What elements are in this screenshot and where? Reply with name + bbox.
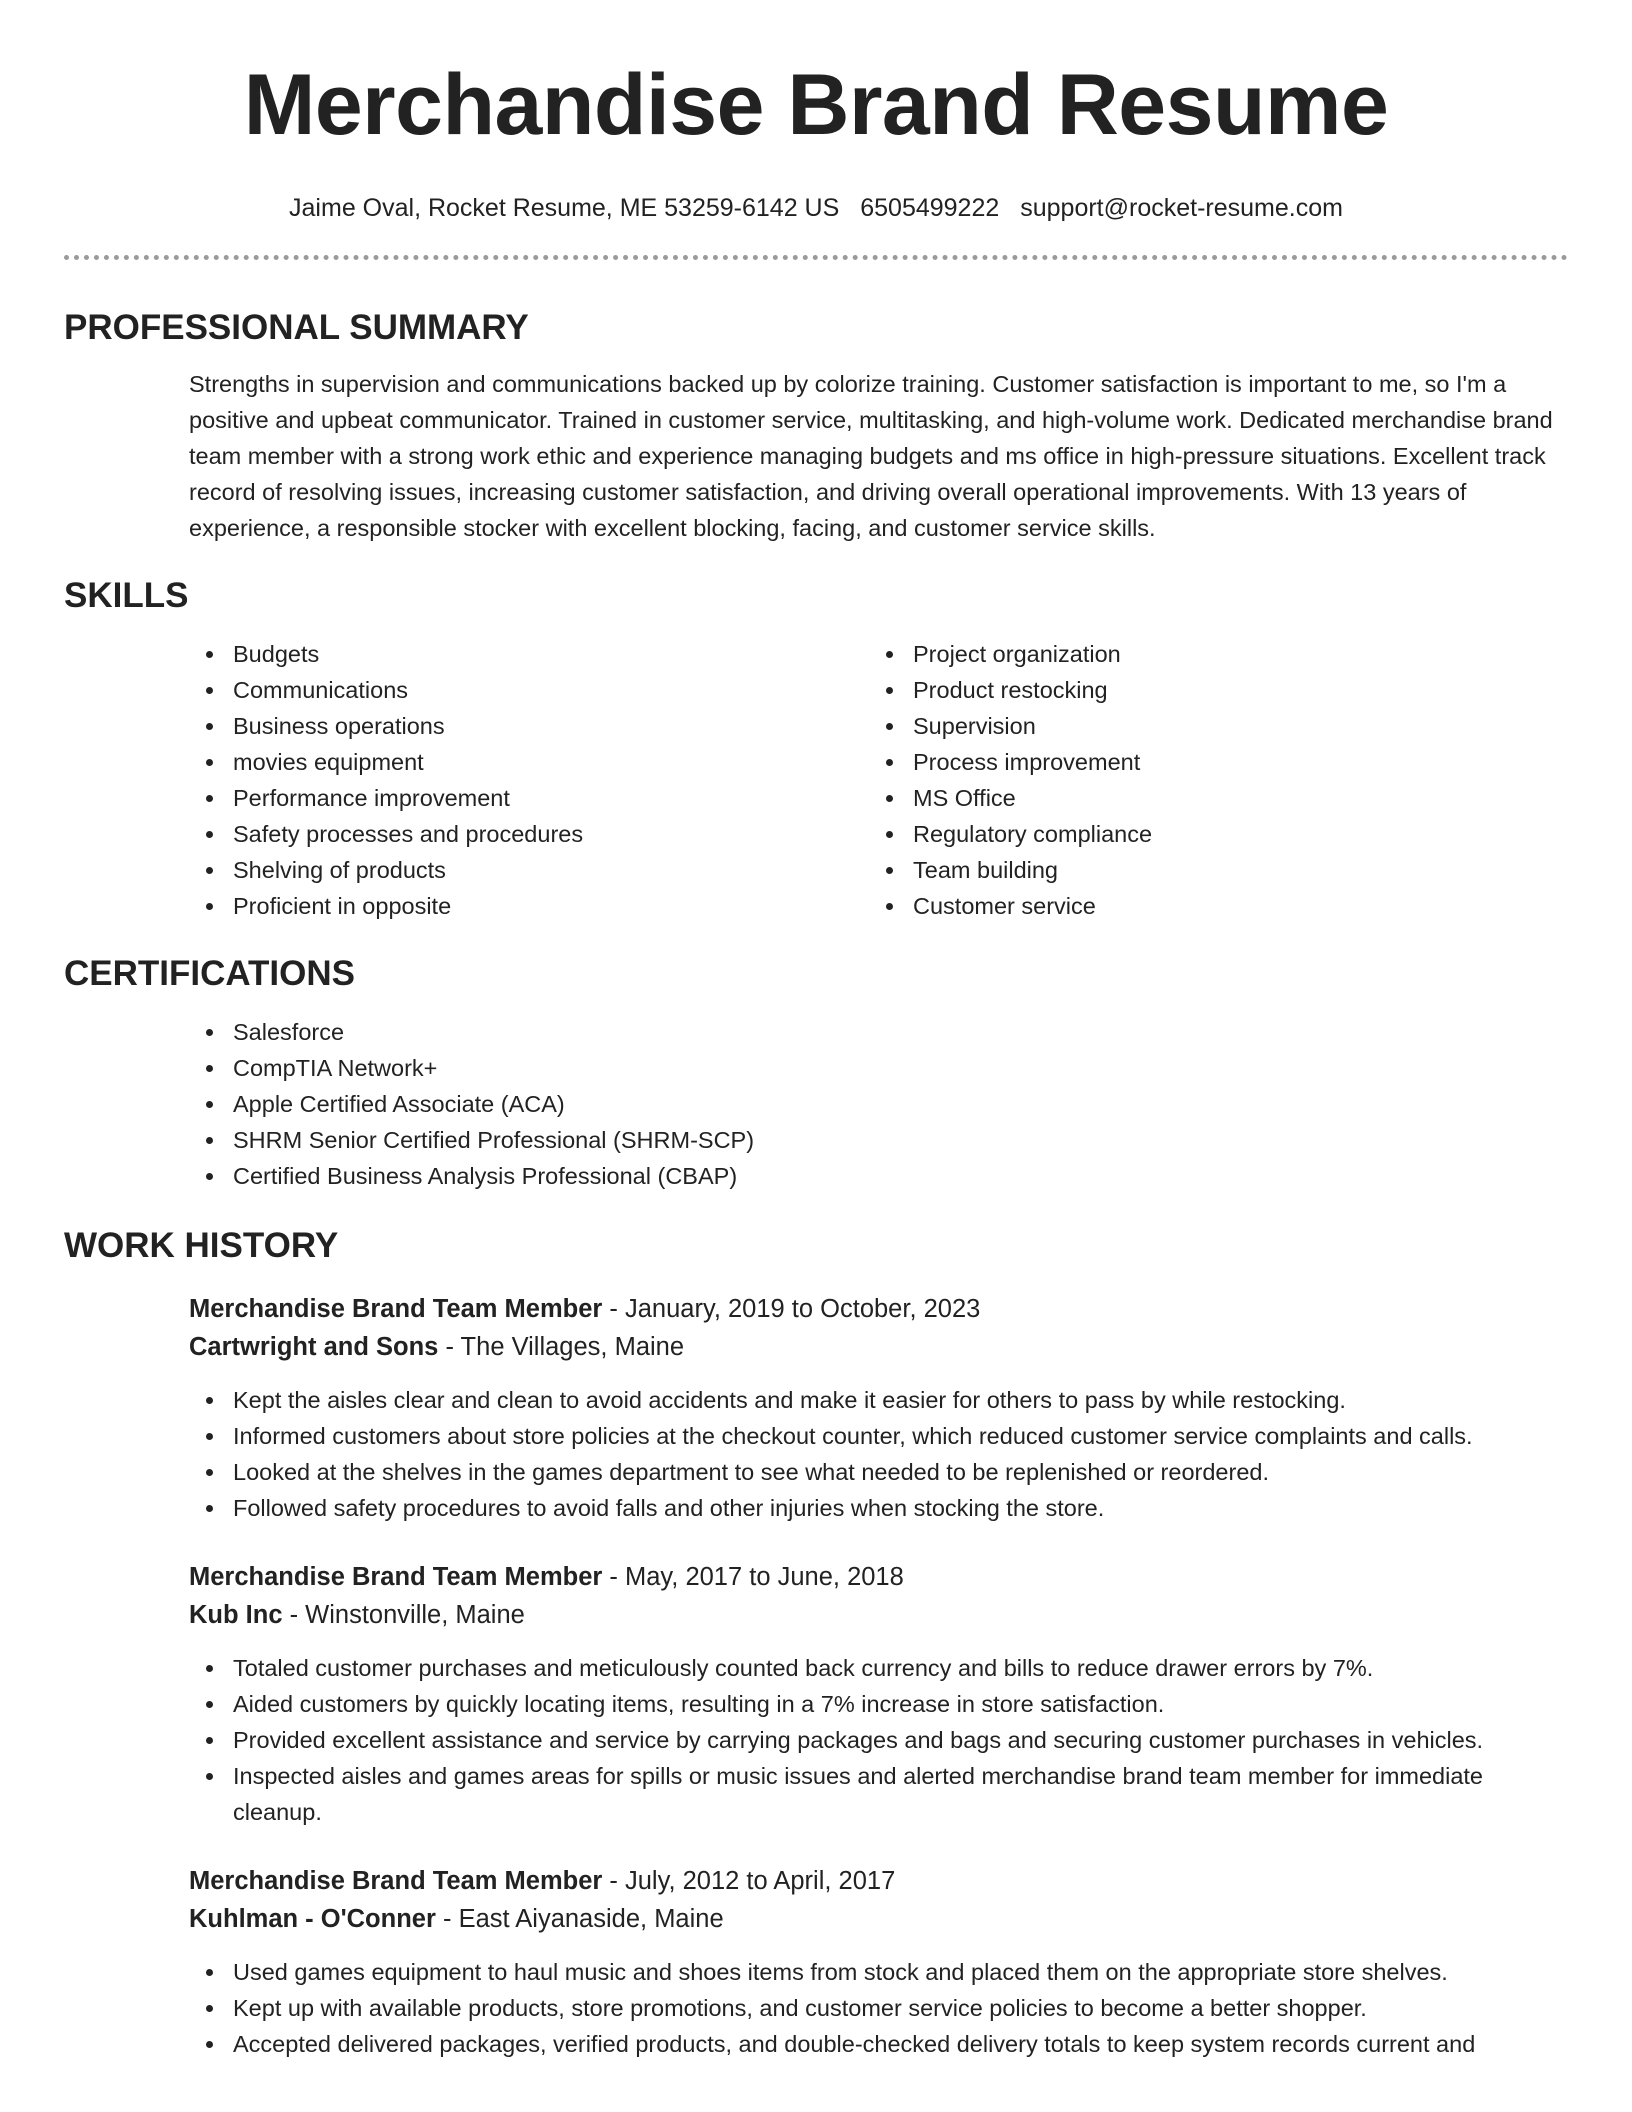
skill-item: MS Office (913, 780, 1549, 816)
header-divider (64, 255, 1568, 260)
skills-left-list (189, 636, 869, 924)
certifications-heading: CERTIFICATIONS (64, 954, 356, 993)
skills-columns (189, 636, 1568, 924)
job-dates: - May, 2017 to June, 2018 (602, 1563, 904, 1591)
job-dates: - January, 2019 to October, 2023 (602, 1295, 981, 1323)
skill-item: movies equipment (233, 744, 869, 780)
job-company: Kub Inc (189, 1601, 283, 1629)
contact-line (0, 193, 1632, 223)
job-entry (189, 1558, 1568, 1830)
job-company: Cartwright and Sons (189, 1333, 439, 1361)
job-title-line (189, 1862, 1568, 1900)
job-company-line (189, 1596, 1568, 1634)
job-dates: - July, 2012 to April, 2017 (602, 1867, 896, 1895)
job-entry (189, 1862, 1568, 2062)
skill-item: Business operations (233, 708, 869, 744)
certifications-list (189, 1014, 1568, 1194)
certifications-list-wrap (189, 1014, 1568, 1194)
job-title: Merchandise Brand Team Member (189, 1867, 603, 1895)
job-bullets (189, 1382, 1568, 1526)
skill-item: Budgets (233, 636, 869, 672)
job-company-line (189, 1900, 1568, 1938)
job-title: Merchandise Brand Team Member (189, 1295, 603, 1323)
certification-item: SHRM Senior Certified Professional (SHRM-SCP) (233, 1122, 1568, 1158)
job-title-line (189, 1290, 1568, 1328)
skill-item: Shelving of products (233, 852, 869, 888)
work-history-heading: WORK HISTORY (64, 1226, 339, 1265)
skill-item: Supervision (913, 708, 1549, 744)
job-title: Merchandise Brand Team Member (189, 1563, 603, 1591)
skills-right-list (869, 636, 1549, 924)
job-entry (189, 1290, 1568, 1526)
job-bullets (189, 1954, 1568, 2062)
contact-phone: 6505499222 (860, 194, 1000, 222)
skill-item: Safety processes and procedures (233, 816, 869, 852)
job-bullet: Looked at the shelves in the games department to see what needed to be replenished or reordered. (233, 1454, 1568, 1490)
job-location: - The Villages, Maine (438, 1333, 685, 1361)
skill-item: Performance improvement (233, 780, 869, 816)
skill-item: Process improvement (913, 744, 1549, 780)
job-bullets (189, 1650, 1568, 1830)
contact-email: support@rocket-resume.com (1020, 194, 1343, 222)
summary-heading: PROFESSIONAL SUMMARY (64, 308, 529, 347)
skill-item: Communications (233, 672, 869, 708)
skill-item: Regulatory compliance (913, 816, 1549, 852)
job-bullet: Kept the aisles clear and clean to avoid accidents and make it easier for others to pass by while restocking. (233, 1382, 1568, 1418)
job-bullet: Aided customers by quickly locating items, resulting in a 7% increase in store satisfaction. (233, 1686, 1568, 1722)
job-title-line (189, 1558, 1568, 1596)
skills-left-column (189, 636, 869, 924)
resume-title: Merchandise Brand Resume (243, 57, 1389, 153)
skill-item: Customer service (913, 888, 1549, 924)
job-location: - Winstonville, Maine (282, 1601, 525, 1629)
job-bullet: Informed customers about store policies at the checkout counter, which reduced customer service complaints and calls. (233, 1418, 1568, 1454)
job-bullet: Totaled customer purchases and meticulously counted back currency and bills to reduce drawer errors by 7%. (233, 1650, 1568, 1686)
job-company: Kuhlman - O'Conner (189, 1905, 436, 1933)
job-bullet: Provided excellent assistance and service by carrying packages and bags and securing customer purchases in vehicles. (233, 1722, 1568, 1758)
certification-item: Apple Certified Associate (ACA) (233, 1086, 1568, 1122)
skill-item: Project organization (913, 636, 1549, 672)
job-bullet: Used games equipment to haul music and shoes items from stock and placed them on the appropriate store shelves. (233, 1954, 1568, 1990)
contact-address: Jaime Oval, Rocket Resume, ME 53259-6142 US (289, 194, 840, 222)
job-location: - East Aiyanaside, Maine (435, 1905, 724, 1933)
skills-right-column (869, 636, 1549, 924)
job-company-line (189, 1328, 1568, 1366)
summary-text: Strengths in supervision and communications backed up by colorize training. Customer satisfaction is important to me, so I'm a positive and upbeat communicator. Trained in customer service, multitasking, and high-volume work. Dedicated merchandise brand team member with a strong work ethic and experience managing budgets and ms office in high-pressure situations. Excellent track record of resolving issues, increasing customer satisfaction, and driving overall operational improvements. With 13 years of experience, a responsible stocker with excellent blocking, facing, and customer service skills. (189, 371, 1553, 541)
job-bullet: Accepted delivered packages, verified products, and double-checked delivery totals to keep system records current and (233, 2026, 1568, 2062)
skill-item: Product restocking (913, 672, 1549, 708)
certification-item: Salesforce (233, 1014, 1568, 1050)
skill-item: Proficient in opposite (233, 888, 869, 924)
job-bullet: Inspected aisles and games areas for spills or music issues and alerted merchandise brand team member for immediate cleanup. (233, 1758, 1568, 1830)
job-bullet: Kept up with available products, store promotions, and customer service policies to become a better shopper. (233, 1990, 1568, 2026)
certification-item: CompTIA Network+ (233, 1050, 1568, 1086)
certification-item: Certified Business Analysis Professional (CBAP) (233, 1158, 1568, 1194)
skills-heading: SKILLS (64, 576, 189, 615)
job-bullet: Followed safety procedures to avoid falls and other injuries when stocking the store. (233, 1490, 1568, 1526)
skill-item: Team building (913, 852, 1549, 888)
